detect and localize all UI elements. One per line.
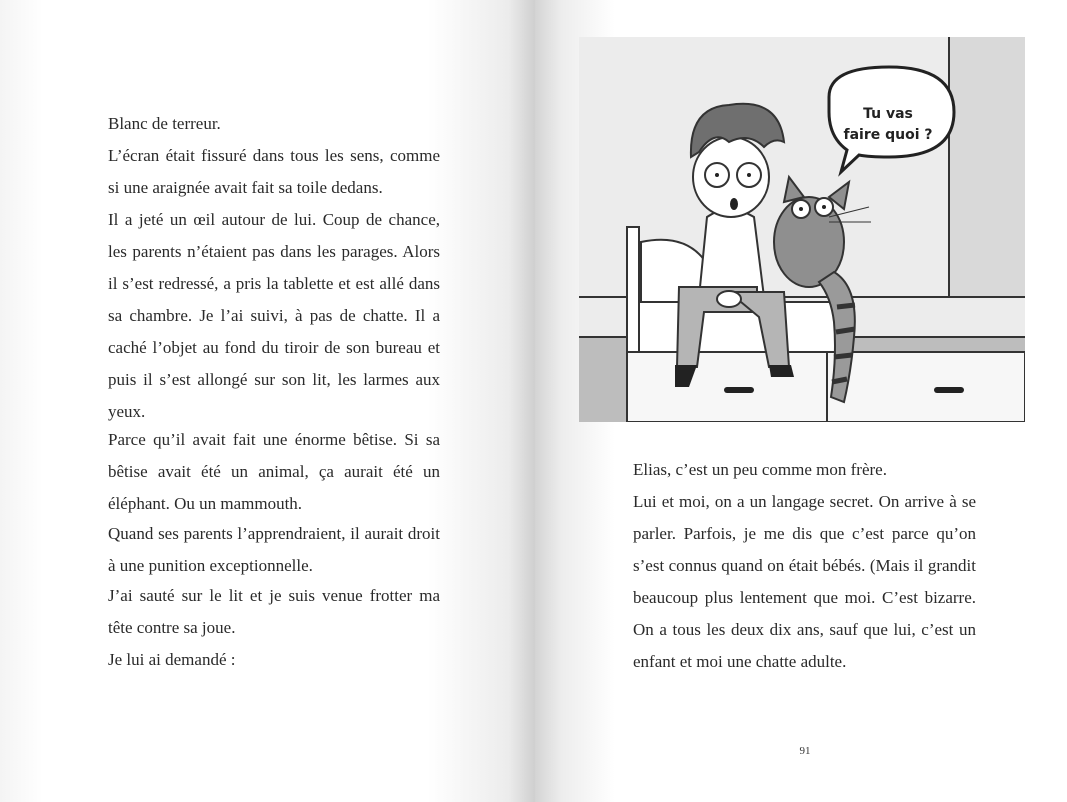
left-paragraph-3: Il a jeté un œil autour de lui. Coup de chance, les parents n’étaient pas dans les parages. Alors il s’est redressé, a pris la tablette et est allé dans sa chambre. Je l’ai suivi, à pas de chatte. Il a caché l’objet au fond du tiroir de son bureau et puis il s’est allongé sur son lit, les larmes aux yeux.: [108, 210, 440, 421]
left-paragraph-5: Quand ses parents l’apprendraient, il aurait droit à une punition exceptionnelle.: [108, 524, 440, 575]
left-paragraph-4: Parce qu’il avait fait une énorme bêtise. Si sa bêtise avait été un animal, ça aurait été un éléphant. Ou un mammouth.: [108, 430, 440, 513]
page-number: 91: [799, 745, 811, 757]
left-paragraph-2: L’écran était fissuré dans tous les sens, comme si une araignée avait fait sa toile dedans.: [108, 146, 440, 197]
right-paragraph-1: Elias, c’est un peu comme mon frère.: [633, 460, 887, 479]
illustration-boy-and-cat: [579, 37, 1025, 422]
speech-bubble-line-2: faire quoi ?: [843, 127, 933, 143]
right-paragraph-2: Lui et moi, on a un langage secret. On arrive à se parler. Parfois, je me dis que c’est parce qu’on s’est connus quand on était bébés. (Mais il grandit beaucoup plus lentement que moi. C’est bizarre. On a tous les deux dix ans, sauf que lui, c’est un enfant et moi une chatte adulte.: [633, 492, 976, 671]
speech-bubble-line-1: Tu vas: [863, 106, 913, 122]
left-paragraph-1: Blanc de terreur.: [108, 114, 221, 133]
speech-bubble-text: [836, 104, 940, 146]
left-paragraph-7: Je lui ai demandé :: [108, 650, 236, 669]
left-paragraph-6: J’ai sauté sur le lit et je suis venue frotter ma tête contre sa joue.: [108, 586, 440, 637]
